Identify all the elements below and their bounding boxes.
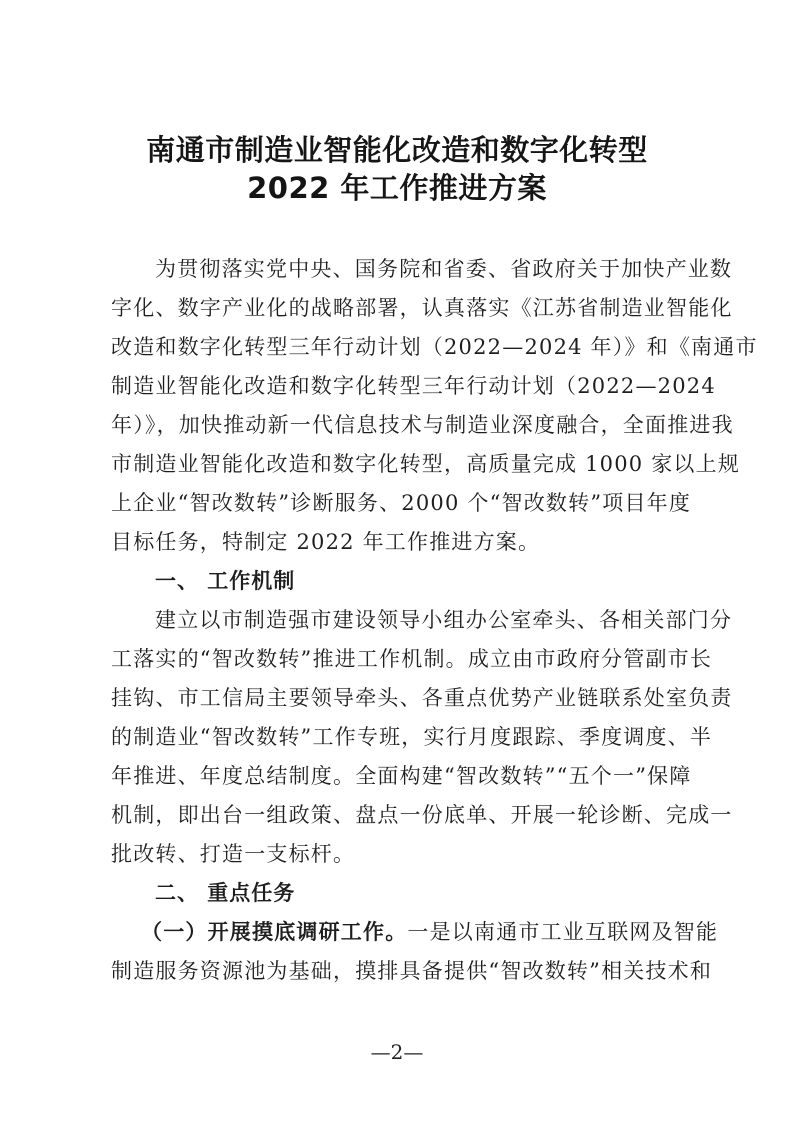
paragraph-2-line-4: 的制造业“智改数转”工作专班，实行月度跟踪、季度调度、半	[111, 725, 713, 749]
paragraph-1-line-8: 目标任务，特制定 2022 年工作推进方案。	[111, 530, 541, 554]
paragraph-1-line-1: 为贯彻落实党中央、国务院和省委、省政府关于加快产业数	[155, 257, 733, 281]
paragraph-2-line-3: 挂钩、市工信局主要领导牵头、各重点优势产业链联系处室负责	[111, 686, 733, 710]
paragraph-2-line-5: 年推进、年度总结制度。全面构建“智改数转”“五个一”保障	[111, 764, 692, 788]
section-heading-work-mechanism: 一、 工作机制	[155, 569, 296, 593]
paragraph-1-line-6: 市制造业智能化改造和数字化转型，高质量完成 1000 家以上规	[111, 452, 740, 476]
paragraph-3-line-1	[141, 919, 718, 945]
document-title-line-2: 2022 年工作推进方案	[247, 171, 547, 205]
paragraph-1-line-5: 年）》，加快推动新一代信息技术与制造业深度融合，全面推进我	[111, 413, 734, 437]
paragraph-2-line-1: 建立以市制造强市建设领导小组办公室牵头、各相关部门分	[155, 608, 733, 632]
paragraph-3-line-2: 制造服务资源池为基础，摸排具备提供“智改数转”相关技术和	[111, 959, 713, 983]
paragraph-2-line-7: 批改转、打造一支标杆。	[111, 842, 356, 866]
paragraph-1-line-7: 上企业“智改数转”诊断服务、2000 个“智改数转”项目年度	[111, 491, 692, 515]
page-number: —2—	[370, 1040, 424, 1064]
paragraph-2-line-6: 机制，即出台一组政策、盘点一份底单、开展一轮诊断、完成一	[111, 803, 733, 827]
paragraph-1-line-2: 字化、数字产业化的战略部署，认真落实《江苏省制造业智能化	[111, 296, 733, 320]
section-heading-key-tasks: 二、 重点任务	[155, 881, 296, 905]
document-title-line-1: 南通市制造业智能化改造和数字化转型	[146, 133, 648, 167]
paragraph-1-line-3: 改造和数字化转型三年行动计划（2022—2024 年）》和《南通市	[111, 335, 758, 359]
paragraph-3-line-1-text: 一是以南通市工业互联网及智能	[407, 920, 719, 944]
paragraph-2-line-2: 工落实的“智改数转”推进工作机制。成立由市政府分管副市长	[111, 647, 713, 671]
sub-heading-survey: （一）开展摸底调研工作。	[141, 919, 408, 944]
paragraph-1-line-4: 制造业智能化改造和数字化转型三年行动计划（2022—2024	[111, 374, 716, 398]
